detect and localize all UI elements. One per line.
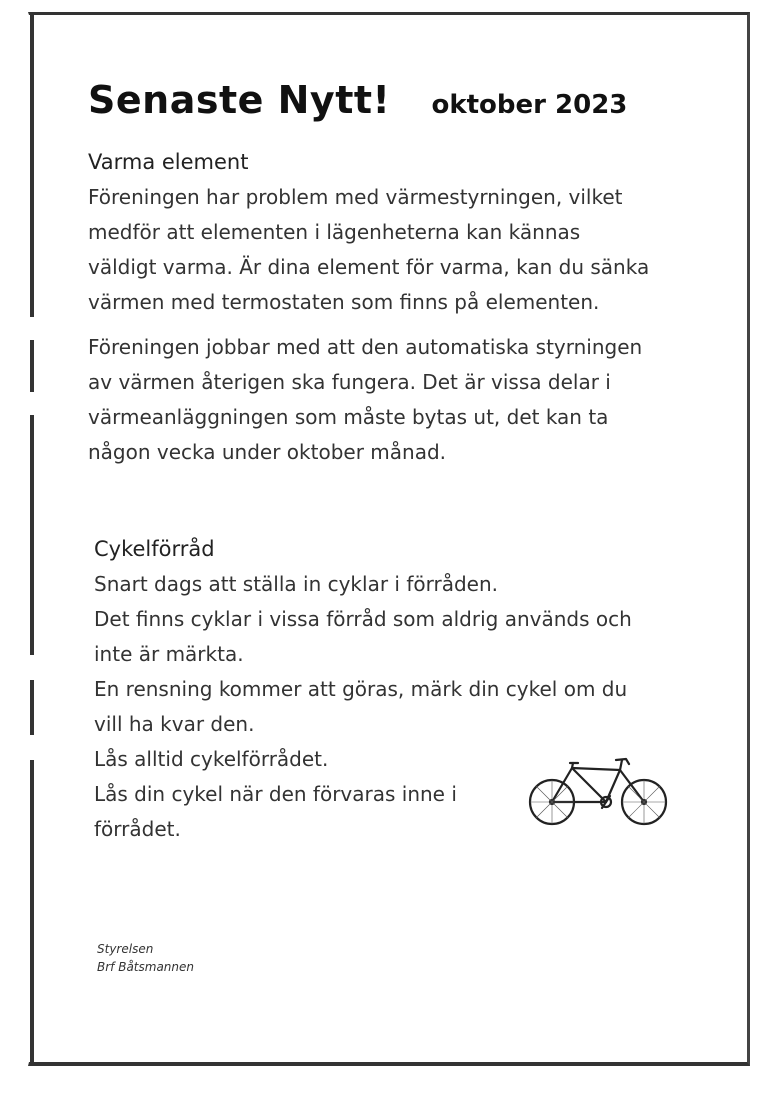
signature-board: Styrelsen xyxy=(97,942,154,956)
notice-heading xyxy=(88,78,627,122)
text-line: Lås alltid cykelförrådet. xyxy=(94,747,329,771)
text-line: Föreningen har problem med värmestyrningen, vilket xyxy=(88,185,623,209)
text-line: Föreningen jobbar med att den automatiska styrningen xyxy=(88,335,643,359)
section-heating xyxy=(88,150,708,470)
text-line: En rensning kommer att göras, märk din cykel om du xyxy=(94,677,628,701)
scan-edge-mark xyxy=(30,680,34,735)
text-line: inte är märkta. xyxy=(94,642,244,666)
text-line: medför att elementen i lägenheterna kan kännas xyxy=(88,220,581,244)
text-line: värmen med termostaten som finns på elementen. xyxy=(88,290,600,314)
text-line: värmeanläggningen som måste bytas ut, det kan ta xyxy=(88,405,609,429)
paragraph-heating-problem xyxy=(88,180,708,320)
section-title-bike-storage: Cykelförråd xyxy=(94,537,215,561)
bicycle-icon xyxy=(526,752,672,832)
scan-edge-mark xyxy=(30,340,34,392)
text-line: av värmen återigen ska fungera. Det är vissa delar i xyxy=(88,370,611,394)
section-title-heating: Varma element xyxy=(88,150,249,174)
text-line: vill ha kvar den. xyxy=(94,712,255,736)
issue-date: oktober 2023 xyxy=(431,90,628,120)
signature-association: Brf Båtsmannen xyxy=(97,960,194,974)
scan-edge-mark xyxy=(30,12,34,317)
scan-edge-mark xyxy=(30,760,34,1066)
text-line: Det finns cyklar i vissa förråd som aldrig används och xyxy=(94,607,632,631)
text-line: Snart dags att ställa in cyklar i förråden. xyxy=(94,572,498,596)
text-line: förrådet. xyxy=(94,817,181,841)
scan-edge-mark xyxy=(30,415,34,655)
page-title: Senaste Nytt! xyxy=(88,78,391,122)
text-line: någon vecka under oktober månad. xyxy=(88,440,447,464)
paragraph-heating-fix xyxy=(88,330,708,470)
signature xyxy=(97,940,194,976)
text-line: Lås din cykel när den förvaras inne i xyxy=(94,782,457,806)
text-line: väldigt varma. Är dina element för varma, kan du sänka xyxy=(88,255,650,279)
